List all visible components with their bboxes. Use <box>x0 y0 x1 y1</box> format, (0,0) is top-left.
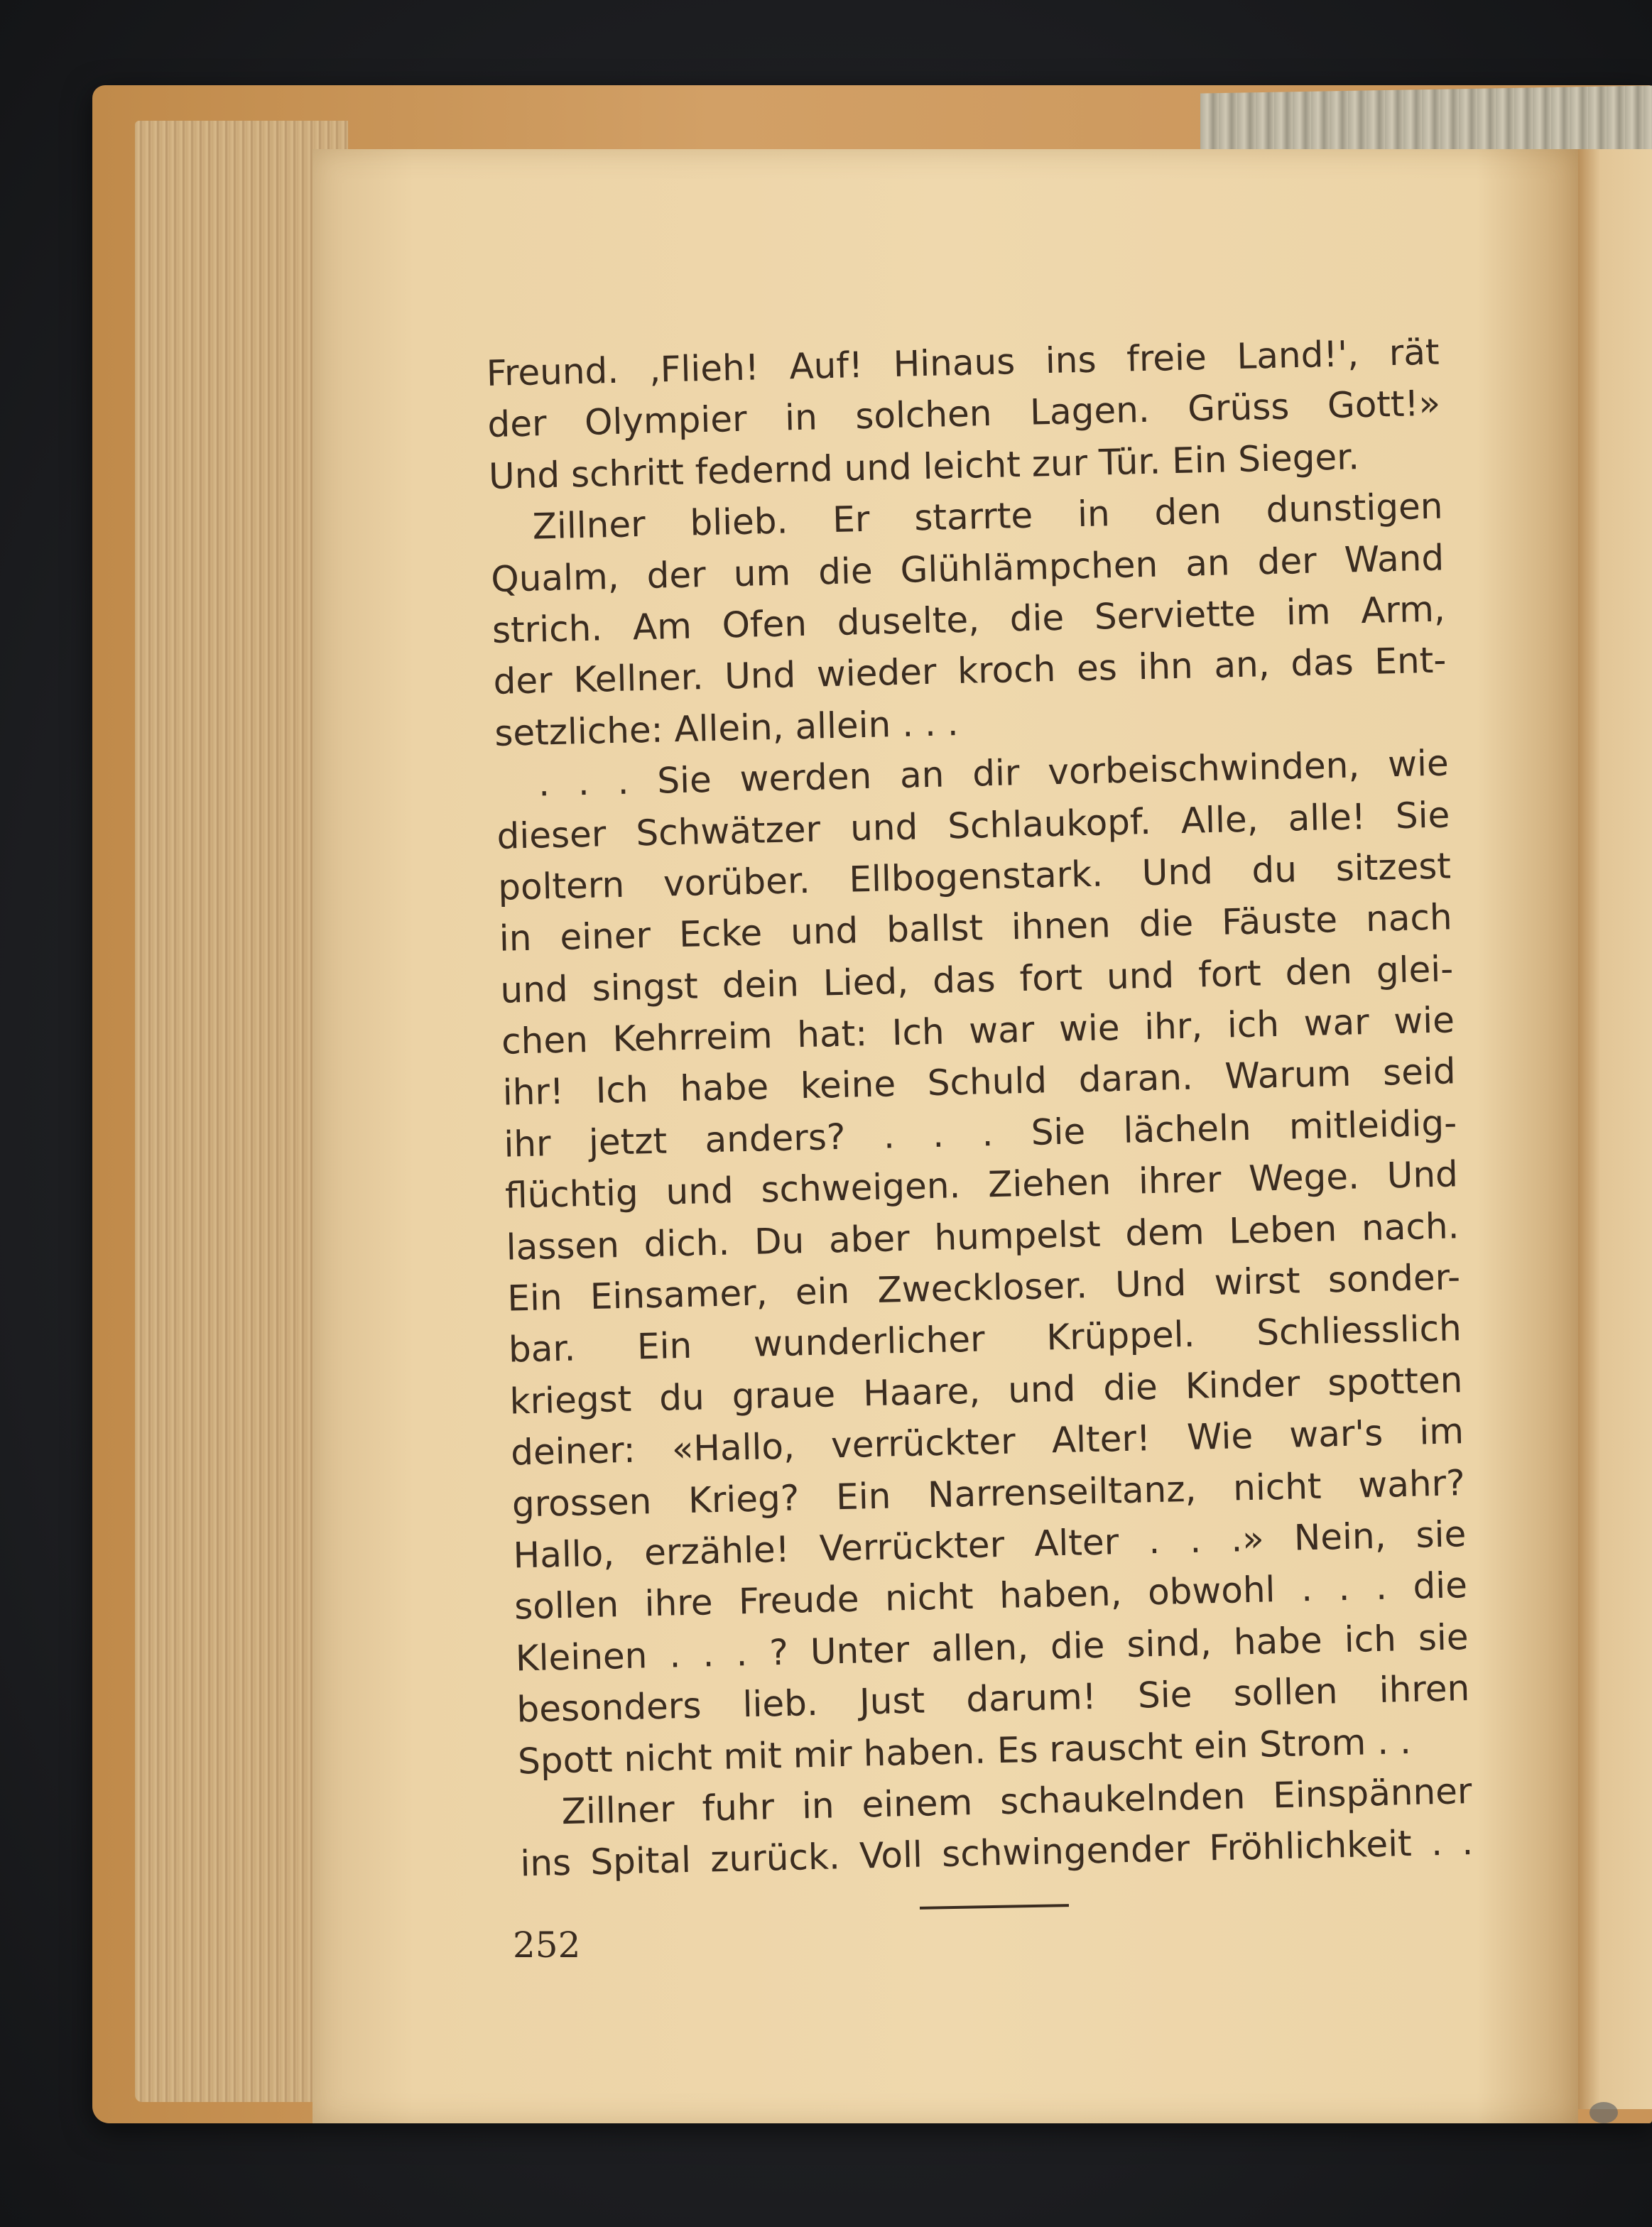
text-line: Kleinen . . . ? Unter allen, die sind, habe ich sie <box>515 1616 1469 1679</box>
text-line: Und schritt federnd und leicht zur Tür. Ein Sieger. <box>488 435 1360 497</box>
text-line: ihr! Ich habe keine Schuld daran. Warum seid <box>502 1050 1457 1114</box>
text-line: besonders lieb. Just darum! Sie sollen ihren <box>516 1667 1470 1731</box>
text-line: Freund. ‚Flieh! Auf! Hinaus ins freie Land!', rät <box>486 331 1440 394</box>
page-text <box>486 327 1477 2017</box>
book-page <box>313 149 1578 2123</box>
page-corner-shadow <box>1589 2102 1618 2123</box>
text-line: ins Spital zurück. Voll schwingender Fröhlichkeit . . <box>519 1822 1474 1885</box>
text-line: Qualm, der um die Glühlämpchen an der Wand <box>490 537 1445 600</box>
book-headband <box>1200 85 1652 157</box>
text-line: dieser Schwätzer und Schlaukopf. Alle, alle! Sie <box>496 793 1450 857</box>
text-line: Zillner fuhr in einem schaukelnden Einspänner <box>561 1770 1473 1833</box>
text-line: der Kellner. Und wieder kroch es ihn an, das Ent- <box>493 639 1447 703</box>
text-line: flüchtig und schweigen. Ziehen ihrer Wege. Und <box>504 1153 1459 1216</box>
text-line: ihr jetzt anders? . . . Sie lächeln mitleidig- <box>503 1102 1457 1165</box>
text-line: . . . Sie werden an dir vorbeischwinden, wie <box>538 742 1450 805</box>
text-line: kriegst du graue Haare, und die Kinder spotten <box>509 1358 1463 1422</box>
page-number: 252 <box>513 1924 581 1966</box>
text-line: in einer Ecke und ballst ihnen die Fäuste nach <box>499 896 1453 960</box>
text-line: poltern vorüber. Ellbogenstark. Und du sitzest <box>497 845 1452 908</box>
text-line: lassen dich. Du aber humpelst dem Leben nach. <box>506 1204 1460 1268</box>
text-line: und singst dein Lied, das fort und fort den glei- <box>499 948 1454 1011</box>
text-line: chen Kehrreim hat: Ich war wie ihr, ich war wie <box>501 999 1455 1062</box>
text-line: grossen Krieg? Ein Narrenseiltanz, nicht wahr? <box>511 1461 1466 1525</box>
facing-page-edge <box>1578 149 1652 2109</box>
text-line: Spott nicht mit mir haben. Es rauscht ein Strom . . <box>517 1720 1412 1782</box>
text-line: deiner: «Hallo, verrückter Alter! Wie war's im <box>510 1410 1464 1474</box>
text-line: der Olympier in solchen Lagen. Grüss Gott!» <box>487 382 1441 446</box>
text-line: bar. Ein wunderlicher Krüppel. Schliesslich <box>508 1307 1462 1371</box>
text-line: Ein Einsamer, ein Zweckloser. Und wirst sonder- <box>506 1256 1461 1319</box>
text-line: setzliche: Allein, allein . . . <box>494 702 960 754</box>
text-line: Hallo, erzähle! Verrückter Alter . . .» Nein, sie <box>512 1513 1467 1577</box>
text-line: Zillner blieb. Er starrte in den dunstigen <box>532 485 1444 548</box>
text-line: sollen ihre Freude nicht haben, obwohl . . . die <box>513 1564 1468 1628</box>
text-line: strich. Am Ofen duselte, die Serviette im Arm, <box>491 588 1446 651</box>
